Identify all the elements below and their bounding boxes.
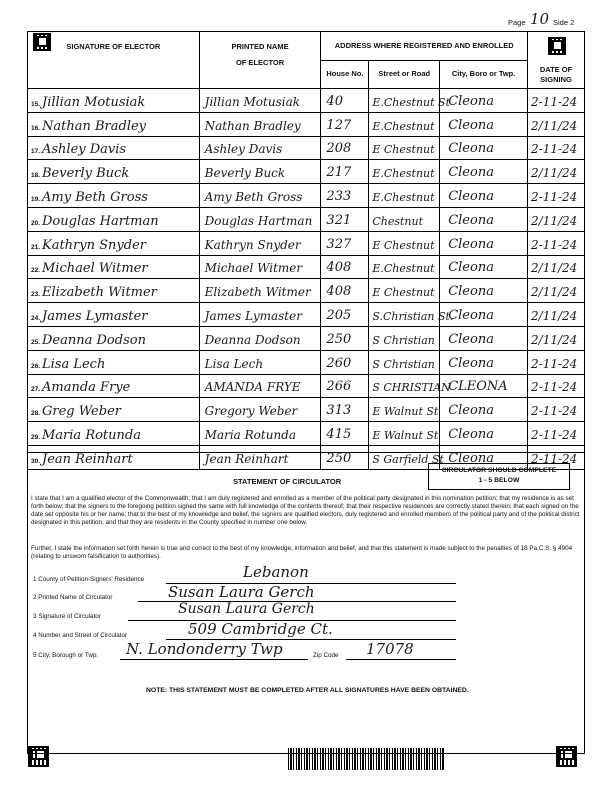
- date-cell: [528, 374, 585, 398]
- street-name: E.Chestnut: [372, 262, 435, 276]
- house-number: 250: [326, 450, 352, 466]
- house-number-cell: [321, 184, 369, 208]
- elector-signature: Nathan Bradley: [42, 118, 147, 134]
- signature-cell: [28, 207, 200, 231]
- street-cell: [369, 374, 451, 398]
- signature-circulator-value: Susan Laura Gerch: [178, 601, 315, 617]
- house-number: 250: [326, 331, 352, 347]
- elector-signature: Elizabeth Witmer: [42, 285, 157, 301]
- row-number: 29.: [31, 433, 41, 441]
- house-number: 266: [326, 379, 352, 395]
- printed-name-cell: [199, 255, 321, 279]
- printed-name-circulator-value: Susan Laura Gerch: [168, 583, 315, 601]
- city-name: Cleona: [448, 403, 494, 419]
- street-circulator-label: 4 Number and Street of Circulator: [33, 632, 128, 639]
- signing-date: 2-11-24: [531, 356, 578, 371]
- zip-value: 17078: [366, 640, 414, 658]
- street-cell: [369, 326, 440, 350]
- signature-cell: [28, 160, 200, 184]
- house-number: 408: [326, 284, 352, 300]
- signature-cell: [28, 231, 200, 255]
- elector-signature: Ashley Davis: [42, 142, 127, 158]
- signature-cell: [28, 136, 200, 160]
- signature-cell: [28, 326, 200, 350]
- house-number: 415: [326, 426, 352, 442]
- row-number: 22.: [31, 267, 41, 275]
- house-number-cell: [321, 231, 369, 255]
- signature-cell: [28, 422, 200, 446]
- city-circulator-value: N. Londonderry Twp: [126, 640, 283, 658]
- row-number: 25.: [31, 338, 41, 346]
- house-number-cell: [321, 207, 369, 231]
- elector-signature: Kathryn Snyder: [42, 237, 146, 253]
- city-name: Cleona: [448, 355, 494, 371]
- circulator-note-line1: CIRCULATOR SHOULD COMPLETE: [441, 467, 557, 474]
- table-row: [28, 279, 585, 303]
- city-cell: [440, 136, 528, 160]
- printed-name: Deanna Dodson: [204, 332, 301, 347]
- printed-name-cell: [199, 374, 321, 398]
- row-number: 15.: [31, 100, 41, 108]
- side-label: Side 2: [553, 18, 575, 27]
- printed-name: Jean Reinhart: [204, 451, 289, 466]
- printed-name-cell: [199, 160, 321, 184]
- printed-name-cell: [199, 326, 321, 350]
- street-name: E Chestnut: [372, 286, 435, 300]
- printed-name-cell: [199, 350, 321, 374]
- col-header-house: House No.: [321, 60, 369, 89]
- signature-cell: [28, 398, 200, 422]
- house-number: 205: [326, 307, 352, 323]
- table-row: [28, 255, 585, 279]
- printed-name: Beverly Buck: [204, 166, 286, 181]
- printed-name-cell: [199, 136, 321, 160]
- signing-date: 2/11/24: [531, 285, 578, 300]
- date-cell: [528, 112, 585, 136]
- signing-date: 2-11-24: [531, 451, 578, 466]
- signing-date: 2-11-24: [531, 237, 578, 252]
- elector-signature: Michael Witmer: [42, 261, 148, 277]
- row-number: 28.: [31, 410, 41, 418]
- city-name: Cleona: [448, 284, 494, 300]
- printed-name-cell: [199, 89, 321, 113]
- elector-signature: Amanda Frye: [42, 380, 131, 396]
- date-line1: DATE OF: [539, 65, 573, 74]
- house-number-cell: [321, 350, 369, 374]
- house-number-cell: [321, 160, 369, 184]
- col-header-date: [528, 32, 585, 89]
- city-cell: [440, 303, 528, 327]
- printed-name-cell: [199, 279, 321, 303]
- street-name: E.Chestnut: [372, 167, 435, 181]
- signing-date: 2-11-24: [531, 142, 578, 157]
- date-cell: [528, 136, 585, 160]
- col-header-address: ADDRESS WHERE REGISTERED AND ENROLLED: [321, 32, 528, 61]
- street-name: S.Christian St.: [372, 309, 454, 323]
- street-cell: [369, 303, 454, 327]
- date-cell: [528, 207, 585, 231]
- col-header-signature: SIGNATURE OF ELECTOR: [28, 32, 200, 89]
- table-row: [28, 422, 585, 446]
- date-cell: [528, 231, 585, 255]
- printed-name: Douglas Hartman: [204, 213, 313, 228]
- date-line2: SIGNING: [540, 75, 572, 84]
- city-cell: [440, 422, 528, 446]
- signing-date: 2-11-24: [531, 404, 578, 419]
- row-number: 23.: [31, 291, 41, 299]
- signing-date: 2/11/24: [531, 261, 578, 276]
- page-label: Page: [508, 18, 526, 27]
- row-number: 27.: [31, 386, 41, 394]
- date-cell: [528, 279, 585, 303]
- printed-name: Lisa Lech: [204, 356, 264, 371]
- signature-cell: [28, 279, 200, 303]
- city-cell: [440, 326, 528, 350]
- signature-cell: [28, 255, 200, 279]
- house-number: 327: [326, 236, 352, 252]
- city-cell: [440, 231, 528, 255]
- street-cell: [369, 184, 440, 208]
- col-header-city: City, Boro or Twp.: [440, 60, 528, 89]
- statement-paragraph-2: Further, I state the information set forth herein is true and correct to the best of my knowledge, information and belief, and that this statement is made subject to the penalties of 18 Pa.C.S. § 4904 (relating to unsworn falsification to authorities).: [31, 545, 573, 560]
- statement-of-circulator: [27, 452, 585, 754]
- street-name: E Chestnut: [372, 238, 435, 252]
- city-name: Cleona: [448, 236, 494, 252]
- street-name: Chestnut: [372, 214, 424, 228]
- city-name: Cleona: [448, 117, 494, 133]
- house-number-cell: [321, 279, 369, 303]
- signing-date: 2/11/24: [531, 166, 578, 181]
- house-number: 217: [326, 165, 352, 181]
- street-name: E.Chestnut: [372, 190, 435, 204]
- table-row: [28, 231, 585, 255]
- date-cell: [528, 184, 585, 208]
- house-number-cell: [321, 326, 369, 350]
- elector-signature: Douglas Hartman: [42, 213, 159, 229]
- row-number: 24.: [31, 314, 41, 322]
- table-row: [28, 207, 585, 231]
- house-number-cell: [321, 398, 369, 422]
- street-cell: [369, 422, 440, 446]
- page-number: 10: [530, 10, 550, 28]
- printed-name: Kathryn Snyder: [204, 237, 301, 252]
- street-cell: [369, 279, 440, 303]
- city-name: Cleona: [448, 426, 494, 442]
- street-cell: [369, 350, 440, 374]
- row-number: 17.: [31, 148, 41, 156]
- street-circulator-value: 509 Cambridge Ct.: [188, 620, 333, 638]
- table-row: [28, 398, 585, 422]
- street-name: E.Chestnut: [372, 119, 435, 133]
- date-cell: [528, 255, 585, 279]
- signing-date: 2-11-24: [531, 380, 578, 395]
- table-row: [28, 89, 585, 113]
- street-cell: [369, 112, 440, 136]
- city-cell: [440, 184, 528, 208]
- printed-name-cell: [199, 207, 321, 231]
- city-cell: [440, 279, 528, 303]
- statement-title: STATEMENT OF CIRCULATOR: [233, 477, 342, 486]
- county-label: 1 County of Petition-Signers' Residence: [33, 576, 145, 583]
- elector-signature: Amy Beth Gross: [42, 189, 148, 205]
- street-cell: [369, 231, 440, 255]
- table-row: [28, 303, 585, 327]
- street-cell: [369, 255, 440, 279]
- county-value: Lebanon: [243, 563, 309, 581]
- house-number-cell: [321, 89, 369, 113]
- signature-cell: [28, 350, 200, 374]
- street-name: E Walnut St: [372, 405, 439, 419]
- city-name: Cleona: [448, 450, 494, 466]
- printed-name: Jillian Motusiak: [204, 94, 300, 109]
- date-cell: [528, 326, 585, 350]
- house-number: 260: [326, 355, 352, 371]
- elector-signature: Deanna Dodson: [42, 332, 146, 348]
- house-number-cell: [321, 136, 369, 160]
- date-cell: [528, 160, 585, 184]
- house-number-cell: [321, 303, 369, 327]
- statement-paragraph-1: I state that I am a qualified elector of the Commonwealth; that I am duly registered and enrolled as a member of the political party designated in this nomination petition; that my residence is as set forth below; that the signers to the foregoing petition signed the same with full knowledge of the contents thereof; that their respective residences are correctly stated therein; that each signed on the date set opposite his or her name; that to the best of my knowledge and belief, the signers are qualified electors, duly registered and enrolled members of the political party and of the political district designated in this petition, and that they are residents in the County specified in number one below.: [31, 495, 580, 526]
- street-cell: [369, 89, 450, 113]
- row-number: 19.: [31, 195, 41, 203]
- street-cell: [369, 136, 440, 160]
- printed-name-cell: [199, 398, 321, 422]
- elector-signature: James Lymaster: [42, 308, 148, 324]
- city-cell: [440, 350, 528, 374]
- printed-name: Amy Beth Gross: [204, 189, 303, 204]
- printed-name-cell: [199, 112, 321, 136]
- elector-signature-table: [27, 31, 585, 470]
- statement-note: NOTE: THIS STATEMENT MUST BE COMPLETED AFTER ALL SIGNATURES HAVE BEEN OBTAINED.: [146, 687, 469, 694]
- row-number: 20.: [31, 219, 41, 227]
- row-number: 30.: [31, 457, 41, 465]
- printed-name: Nathan Bradley: [204, 118, 301, 133]
- elector-signature: Beverly Buck: [42, 166, 130, 182]
- street-cell: [369, 398, 440, 422]
- signature-cell: [28, 89, 200, 113]
- city-name: Cleona: [448, 212, 494, 228]
- house-number: 313: [326, 403, 352, 419]
- signing-date: 2/11/24: [531, 213, 578, 228]
- signature-cell: [28, 184, 200, 208]
- street-name: S Christian: [372, 357, 435, 371]
- elector-signature: Greg Weber: [42, 404, 121, 420]
- printed-name: AMANDA FRYE: [204, 380, 301, 395]
- house-number: 40: [326, 93, 343, 109]
- house-number-cell: [321, 255, 369, 279]
- street-name: E.Chestnut St: [372, 95, 450, 109]
- street-cell: [369, 207, 440, 231]
- signature-circulator-label: 3 Signature of Circulator: [33, 613, 101, 620]
- table-row: [28, 350, 585, 374]
- printed-name: Gregory Weber: [204, 404, 298, 419]
- printed-name-line2: OF ELECTOR: [235, 58, 285, 67]
- signature-cell: [28, 112, 200, 136]
- printed-name-cell: [199, 184, 321, 208]
- signing-date: 2-11-24: [531, 427, 578, 442]
- table-row: [28, 326, 585, 350]
- signature-cell: [28, 374, 200, 398]
- city-cell: [440, 207, 528, 231]
- city-name: Cleona: [448, 93, 494, 109]
- street-name: E Walnut St: [372, 428, 439, 442]
- street-name: S Christian: [372, 333, 435, 347]
- printed-name-circulator-label: 2 Printed Name of Circulator: [33, 594, 113, 601]
- table-row: [28, 374, 585, 398]
- city-cell: [440, 89, 528, 113]
- house-number-cell: [321, 374, 369, 398]
- date-cell: [528, 398, 585, 422]
- house-number: 208: [326, 141, 352, 157]
- city-name: Cleona: [448, 331, 494, 347]
- printed-name-line1: PRINTED NAME: [231, 42, 289, 51]
- col-header-street: Street or Road: [369, 60, 440, 89]
- city-name: Cleona: [448, 188, 494, 204]
- elector-signature: Jillian Motusiak: [42, 94, 146, 110]
- table-row: [28, 112, 585, 136]
- city-name: Cleona: [448, 141, 494, 157]
- signing-date: 2-11-24: [531, 189, 578, 204]
- table-row: [28, 160, 585, 184]
- printed-name-cell: [199, 231, 321, 255]
- date-cell: [528, 89, 585, 113]
- printed-name-cell: [199, 303, 321, 327]
- city-cell: [440, 112, 528, 136]
- printed-name: James Lymaster: [204, 308, 302, 323]
- city-circulator-label: 5 City, Borough or Twp.: [33, 652, 99, 659]
- house-number: 233: [326, 188, 352, 204]
- table-row: [28, 184, 585, 208]
- house-number-cell: [321, 112, 369, 136]
- elector-signature: Jean Reinhart: [42, 451, 133, 467]
- row-number: 26.: [31, 362, 41, 370]
- row-number: 16.: [31, 124, 41, 132]
- street-name: S CHRISTIAN: [372, 381, 451, 395]
- printed-name: Maria Rotunda: [204, 427, 297, 442]
- signing-date: 2/11/24: [531, 308, 578, 323]
- date-cell: [528, 350, 585, 374]
- signature-cell: [28, 303, 200, 327]
- street-cell: [369, 160, 440, 184]
- city-cell: [440, 374, 528, 398]
- circulator-note-box: [428, 463, 570, 490]
- house-number: 321: [326, 212, 352, 228]
- printed-name-cell: [199, 422, 321, 446]
- signing-date: 2/11/24: [531, 118, 578, 133]
- printed-name: Michael Witmer: [204, 261, 303, 276]
- date-cell: [528, 422, 585, 446]
- street-name: S Garfield St: [372, 452, 444, 466]
- house-number: 127: [326, 117, 352, 133]
- city-cell: [440, 255, 528, 279]
- zip-label: Zip Code: [313, 652, 339, 659]
- signing-date: 2/11/24: [531, 332, 578, 347]
- city-cell: [440, 398, 528, 422]
- city-name: CLEONA: [448, 379, 508, 395]
- table-row: [28, 136, 585, 160]
- circulator-note-line2: 1 - 5 BELOW: [478, 477, 520, 484]
- house-number-cell: [321, 422, 369, 446]
- city-name: Cleona: [448, 307, 494, 323]
- col-header-printed-name: [199, 32, 321, 89]
- elector-signature: Maria Rotunda: [42, 427, 141, 443]
- city-name: Cleona: [448, 165, 494, 181]
- row-number: 18.: [31, 172, 41, 180]
- signing-date: 2-11-24: [531, 94, 578, 109]
- printed-name: Ashley Davis: [204, 142, 283, 157]
- date-cell: [528, 303, 585, 327]
- printed-name: Elizabeth Witmer: [204, 285, 311, 300]
- city-cell: [440, 160, 528, 184]
- house-number: 408: [326, 260, 352, 276]
- street-name: E Chestnut: [372, 143, 435, 157]
- row-number: 21.: [31, 243, 41, 251]
- city-name: Cleona: [448, 260, 494, 276]
- elector-signature: Lisa Lech: [42, 356, 106, 372]
